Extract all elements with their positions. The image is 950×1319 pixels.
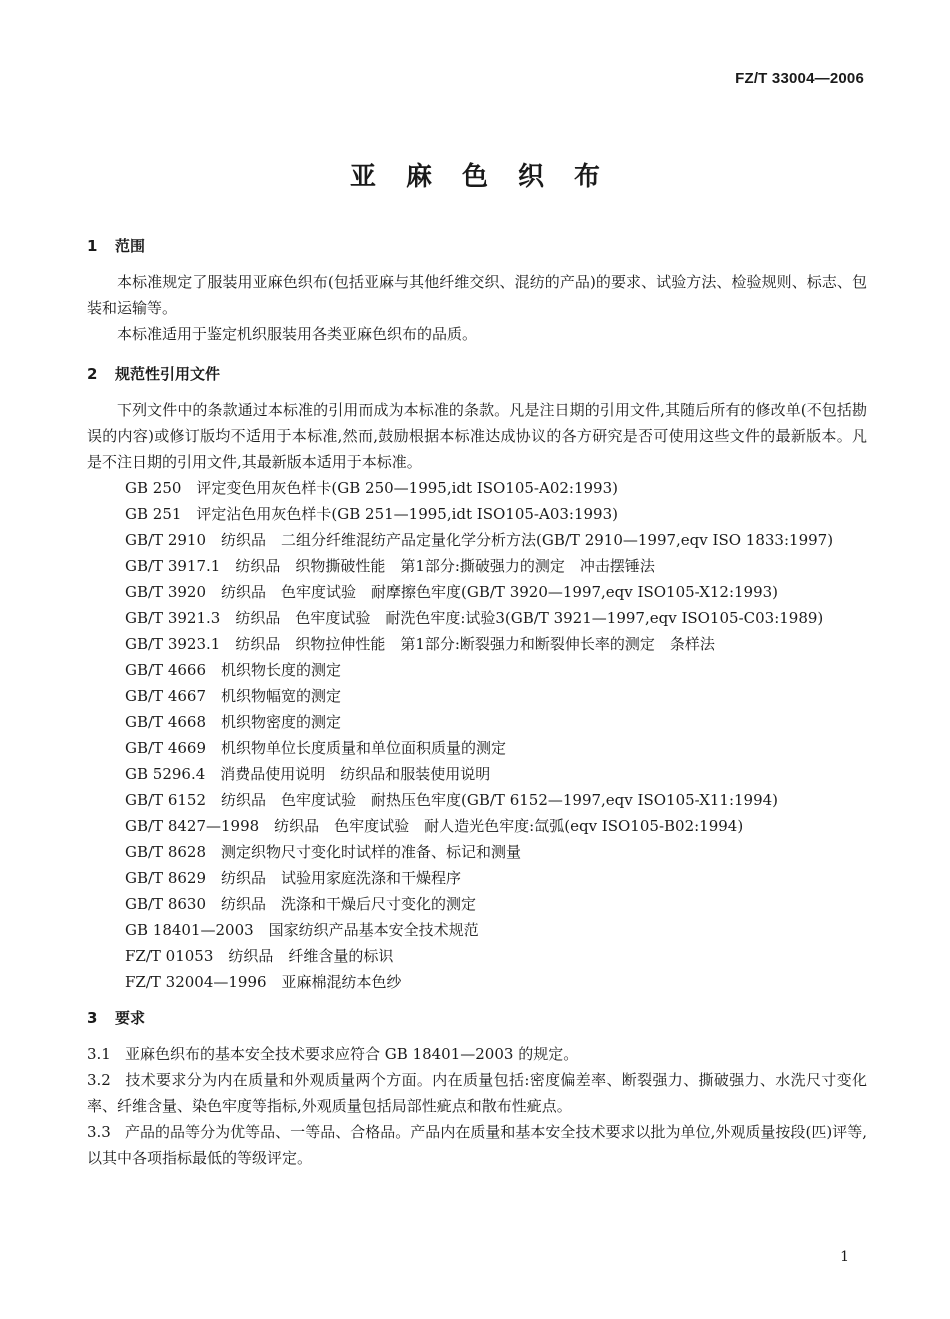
clause-item	[87, 1119, 867, 1171]
reference-item: GB 5296.4 消费品使用说明 纺织品和服装使用说明	[125, 765, 491, 783]
reference-item: GB/T 4669 机织物单位长度质量和单位面积质量的测定	[125, 739, 507, 757]
reference-item: GB/T 3920 纺织品 色牢度试验 耐摩擦色牢度(GB/T 3920—1997,eqv ISO105-X12:1993)	[125, 583, 779, 601]
reference-item: GB/T 2910 纺织品 二组分纤维混纺产品定量化学分析方法(GB/T 2910—1997,eqv ISO 1833:1997)	[125, 531, 834, 549]
reference-item: FZ/T 01053 纺织品 纤维含量的标识	[125, 947, 394, 965]
section-2	[87, 361, 867, 995]
reference-item: GB/T 4666 机织物长度的测定	[125, 661, 342, 679]
reference-item: GB 250 评定变色用灰色样卡(GB 250—1995,idt ISO105-A02:1993)	[125, 479, 618, 497]
paragraph: 本标准适用于鉴定机织服装用各类亚麻色织布的品质。	[117, 325, 478, 343]
section-1	[87, 233, 867, 347]
clause-item	[87, 1041, 867, 1067]
section-heading	[87, 233, 867, 259]
clause-number: 3.1	[87, 1045, 111, 1063]
reference-item: FZ/T 32004—1996 亚麻棉混纺本色纱	[125, 973, 402, 991]
section-heading	[87, 1005, 867, 1031]
reference-item: GB/T 8628 测定织物尺寸变化时试样的准备、标记和测量	[125, 843, 522, 861]
clause-number: 3.3	[87, 1123, 111, 1141]
section-3	[87, 1005, 867, 1171]
section-heading	[87, 361, 867, 387]
reference-item: GB 251 评定沾色用灰色样卡(GB 251—1995,idt ISO105-A03:1993)	[125, 505, 618, 523]
reference-item: GB/T 3917.1 纺织品 织物撕破性能 第1部分:撕破强力的测定 冲击摆锤法	[125, 557, 655, 575]
reference-item: GB/T 3921.3 纺织品 色牢度试验 耐洗色牢度:试验3(GB/T 3921—1997,eqv ISO105-C03:1989)	[125, 609, 824, 627]
paragraph: 本标准规定了服装用亚麻色织布(包括亚麻与其他纤维交织、混纺的产品)的要求、试验方法、检验规则、标志、包装和运输等。	[87, 273, 867, 317]
reference-item: GB/T 3923.1 纺织品 织物拉伸性能 第1部分:断裂强力和断裂伸长率的测定 条样法	[125, 635, 715, 653]
clause-text: 产品的品等分为优等品、一等品、合格品。产品内在质量和基本安全技术要求以批为单位,外观质量按段(匹)评等,以其中各项指标最低的等级评定。	[87, 1123, 867, 1167]
section-number: 1	[87, 237, 98, 255]
reference-item: GB/T 4667 机织物幅宽的测定	[125, 687, 342, 705]
section-title: 规范性引用文件	[115, 365, 221, 383]
clause-item	[87, 1067, 867, 1119]
reference-item: GB/T 4668 机织物密度的测定	[125, 713, 342, 731]
document-body	[87, 233, 867, 1171]
section-number: 2	[87, 365, 98, 383]
clause-text: 亚麻色织布的基本安全技术要求应符合 GB 18401—2003 的规定。	[125, 1045, 579, 1063]
standard-code: FZ/T 33004—2006	[735, 70, 864, 87]
section-title: 要求	[115, 1009, 146, 1027]
reference-item: GB/T 8427—1998 纺织品 色牢度试验 耐人造光色牢度:氙弧(eqv ISO105-B02:1994)	[125, 817, 744, 835]
reference-item: GB/T 8629 纺织品 试验用家庭洗涤和干燥程序	[125, 869, 462, 887]
clause-number: 3.2	[87, 1071, 111, 1089]
reference-item: GB 18401—2003 国家纺织产品基本安全技术规范	[125, 921, 479, 939]
document-title: 亚麻色织布	[349, 162, 630, 192]
section-title: 范围	[115, 237, 146, 255]
reference-item: GB/T 8630 纺织品 洗涤和干燥后尺寸变化的测定	[125, 895, 477, 913]
clause-text: 技术要求分为内在质量和外观质量两个方面。内在质量包括:密度偏差率、断裂强力、撕破强力、水洗尺寸变化率、纤维含量、染色牢度等指标,外观质量包括局部性疵点和散布性疵点。	[87, 1071, 867, 1115]
section-number: 3	[87, 1009, 98, 1027]
paragraph: 下列文件中的条款通过本标准的引用而成为本标准的条款。凡是注日期的引用文件,其随后所有的修改单(不包括勘误的内容)或修订版均不适用于本标准,然而,鼓励根据本标准达成协议的各方研究是否可使用这些文件的最新版本。凡是不注日期的引用文件,其最新版本适用于本标准。	[87, 401, 867, 471]
reference-item: GB/T 6152 纺织品 色牢度试验 耐热压色牢度(GB/T 6152—1997,eqv ISO105-X11:1994)	[125, 791, 779, 809]
page-number: 1	[840, 1249, 849, 1265]
